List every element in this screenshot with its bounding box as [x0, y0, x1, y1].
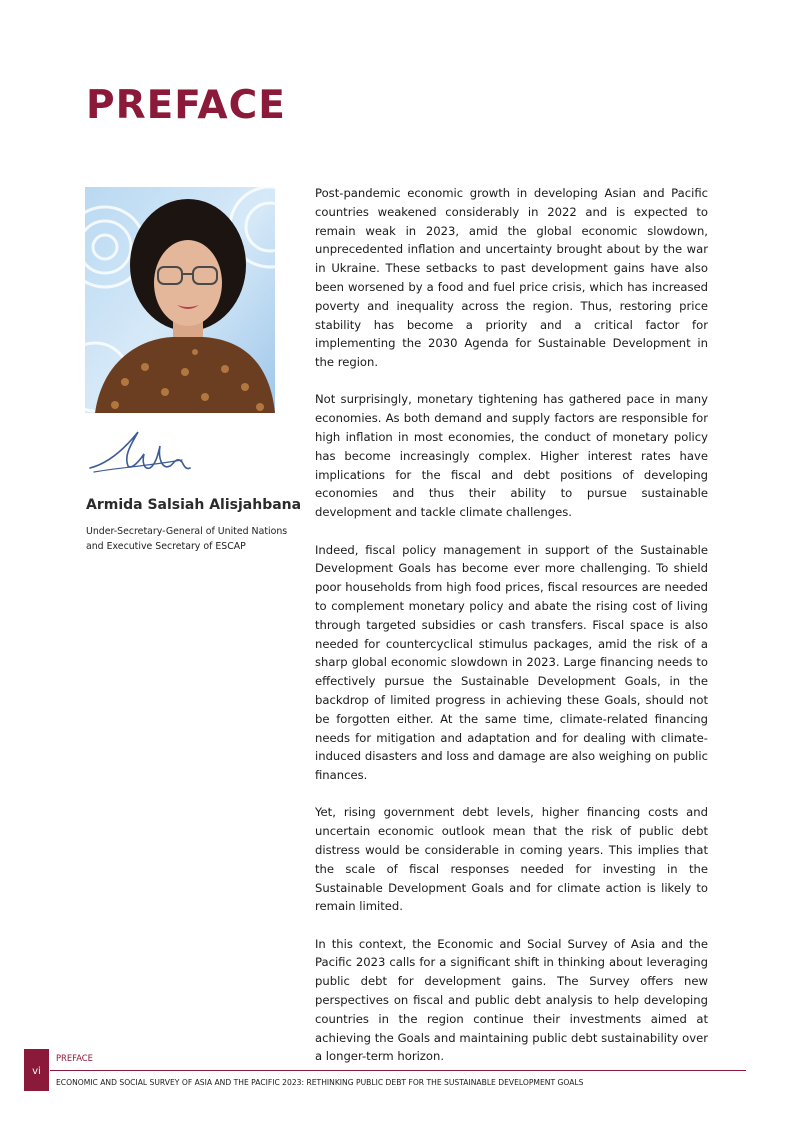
signature — [86, 426, 196, 486]
preface-body — [315, 184, 708, 1085]
footer-divider — [50, 1070, 746, 1071]
body-paragraph: Post-pandemic economic growth in developing Asian and Pacific countries weakened considerably in 2022 and is expected to remain weak in 2023, amid the global economic slowdown, unprecedented inflation and uncertainty brought about by the war in Ukraine. These setbacks to past development gains have also been worsened by a food and fuel price crisis, which has increased poverty and inequality across the region. Thus, restoring price stability has become a priority and a critical factor for implementing the 2030 Agenda for Sustainable Development in the region. — [315, 186, 708, 370]
footer-section-label: PREFACE — [56, 1053, 93, 1063]
body-paragraph: In this context, the Economic and Social Survey of Asia and the Pacific 2023 calls for a significant shift in thinking about leveraging public debt for development gains. The Survey offers new perspectives on fiscal and public debt analysis to help developing countries in the region continue their investments aimed at achieving the Goals and maintaining public debt sustainability over a longer-term horizon. — [315, 936, 708, 1064]
signatory-title: Under-Secretary-General of United Nations and Executive Secretary of ESCAP — [86, 526, 288, 552]
signatory-name: Armida Salsiah Alisjahbana — [86, 497, 302, 513]
page-number: vi — [32, 1066, 41, 1077]
body-paragraph: Yet, rising government debt levels, higher financing costs and uncertain economic outlook mean that the risk of public debt distress would be considerable in coming years. This implies that the scale of fiscal responses needed for investing in the Sustainable Development Goals and for climate action is likely to remain limited. — [315, 805, 708, 914]
body-paragraph: Indeed, fiscal policy management in support of the Sustainable Development Goals has become ever more challenging. To shield poor households from high food prices, fiscal resources are needed to complement monetary policy and abate the rising cost of living through targeted subsidies or cash transfers. Fiscal space is also needed for countercyclical stimulus packages, amid the risk of a sharp global economic slowdown in 2023. Large financing needs to effectively pursue the Sustainable Development Goals, in the backdrop of limited progress in achieving these Goals, should not be forgotten either. At the same time, climate-related financing needs for mitigation and adaptation and for dealing with climate-induced disasters and loss and damage are also weighing on public finances. — [315, 542, 708, 783]
portrait-photo — [85, 187, 275, 413]
page-title: PREFACE — [86, 83, 286, 128]
footer-report-title: ECONOMIC AND SOCIAL SURVEY OF ASIA AND THE PACIFIC 2023: RETHINKING PUBLIC DEBT FOR THE SUSTAINABLE DEVELOPMENT GOALS — [56, 1078, 584, 1087]
body-paragraph: Not surprisingly, monetary tightening has gathered pace in many economies. As both demand and supply factors are responsible for high inflation in most economies, the conduct of monetary policy has become increasingly complex. Higher interest rates have implications for the fiscal and debt positions of developing economies and thus their ability to pursue sustainable development and tackle climate challenges. — [315, 392, 708, 520]
